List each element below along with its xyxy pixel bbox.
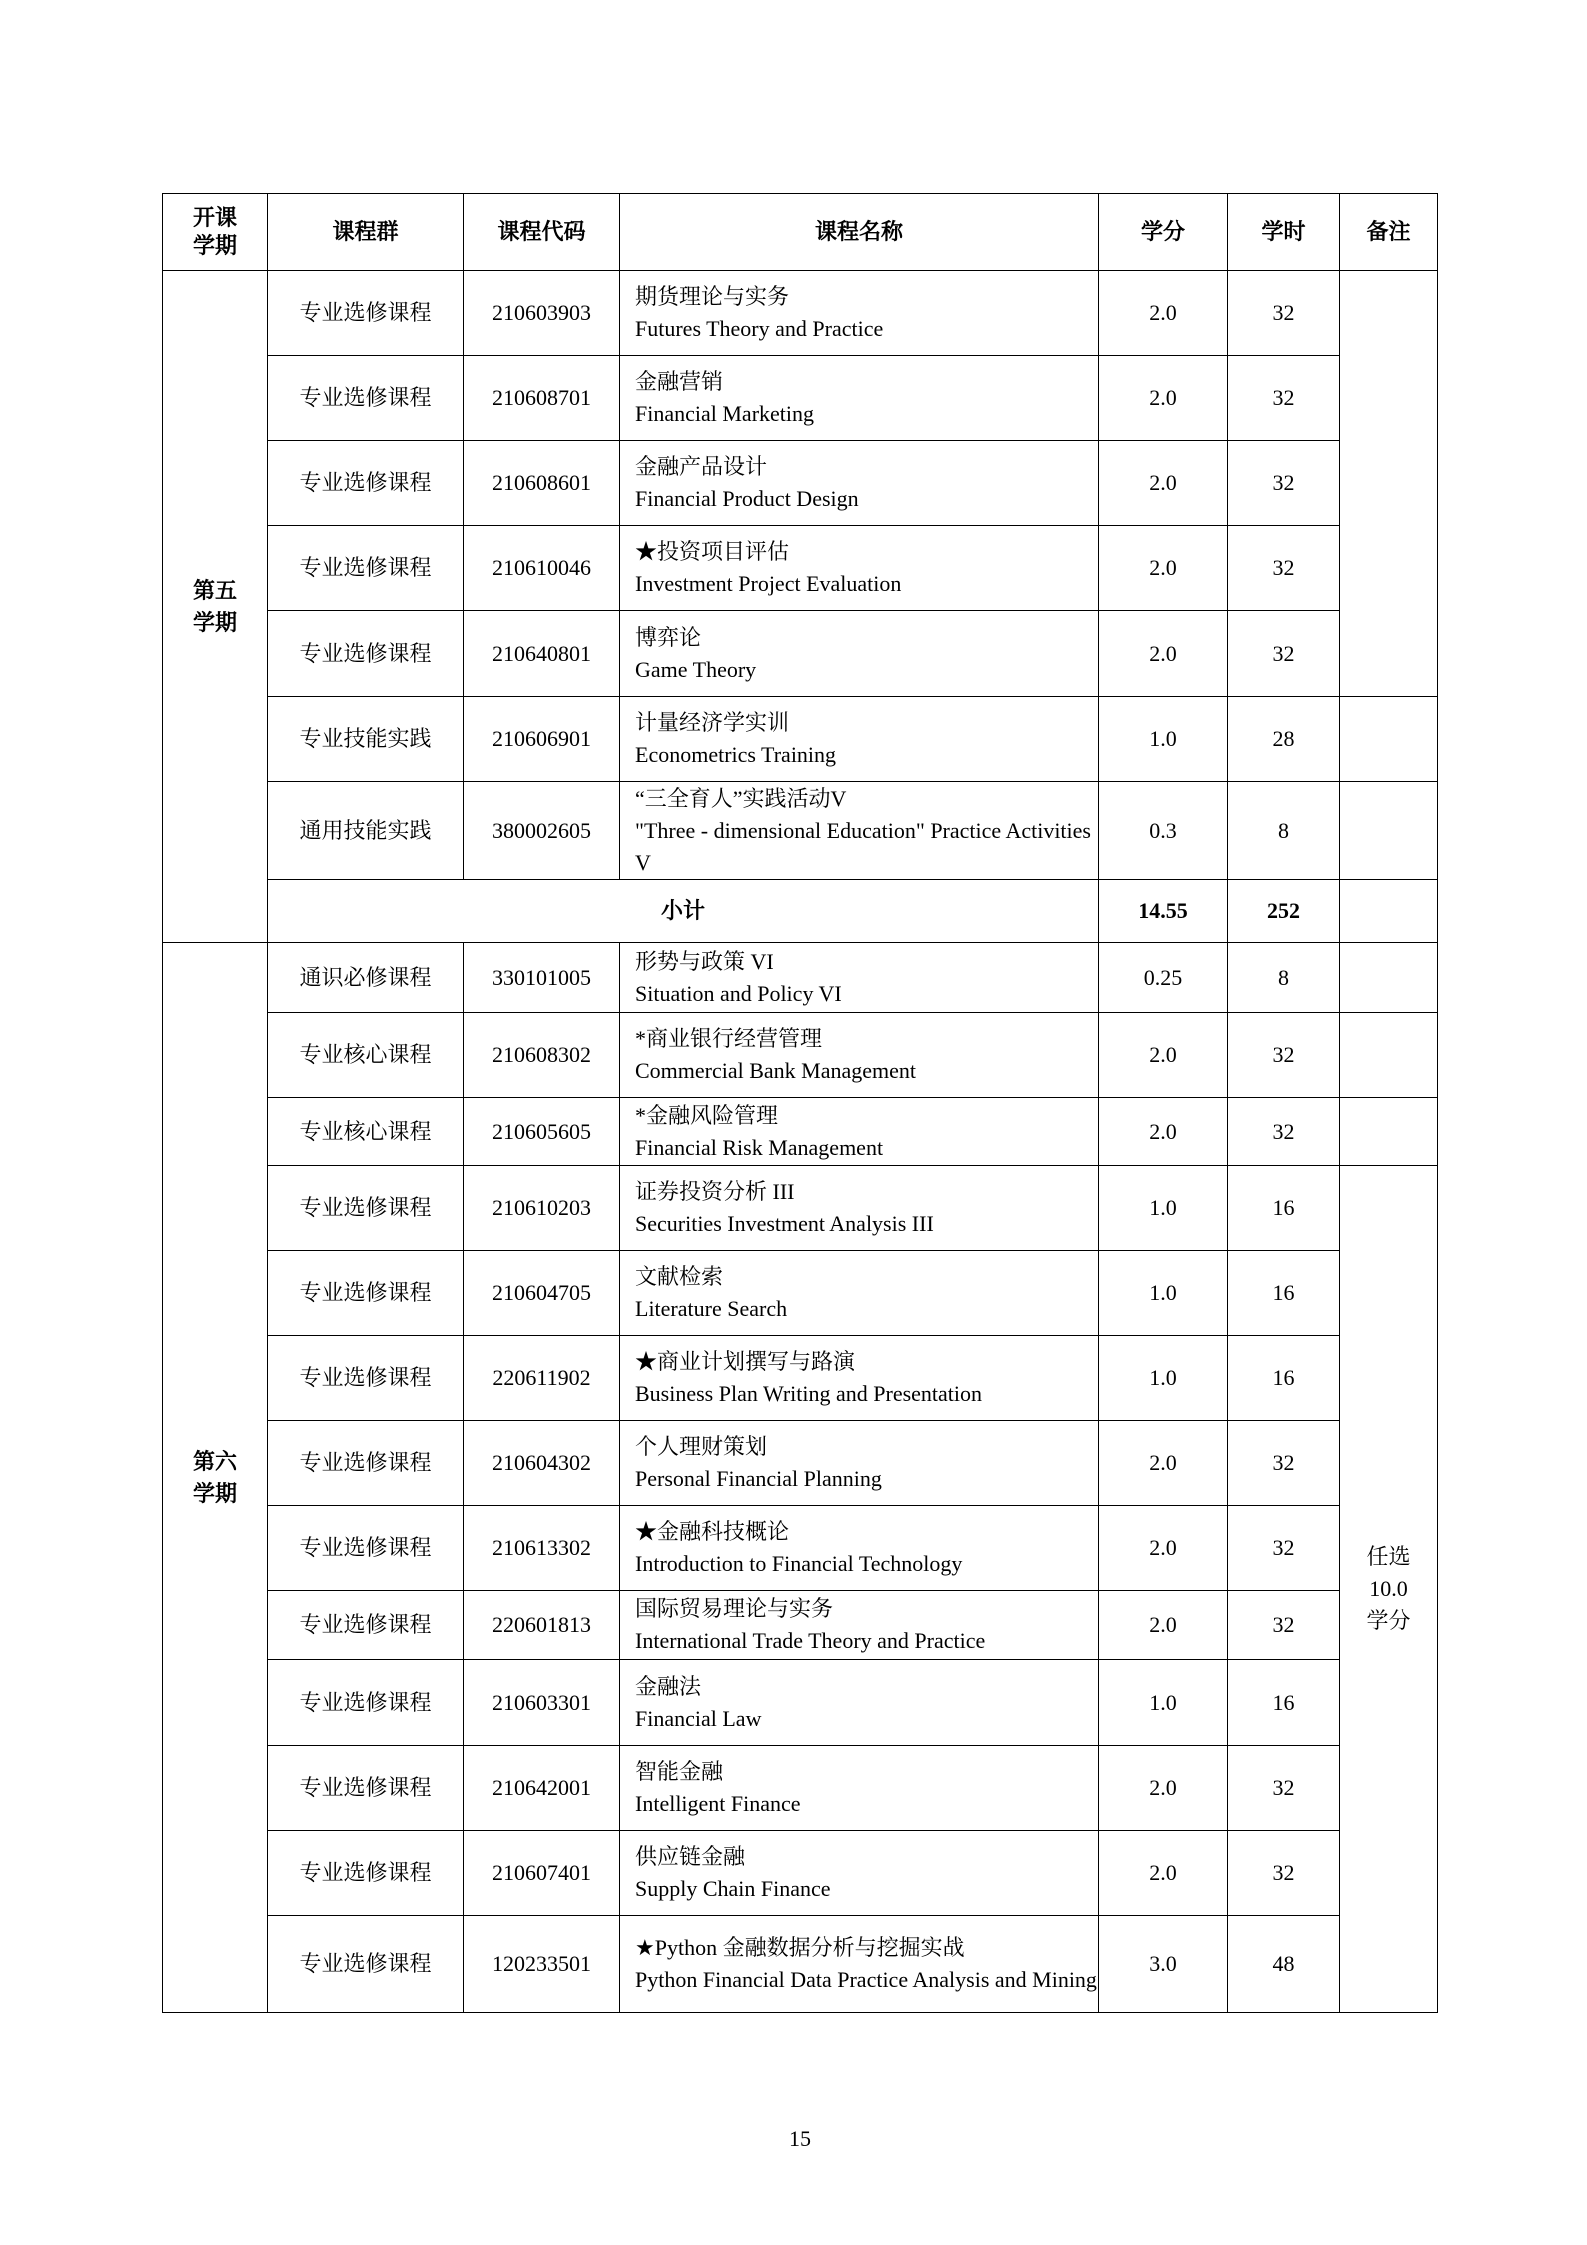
course-name-en: Supply Chain Finance [635,1876,831,1901]
course-name [620,782,1099,880]
table-row [163,441,1438,526]
course-name-en: Financial Product Design [635,486,859,511]
course-code: 220601813 [464,1591,620,1660]
course-code: 210603903 [464,271,620,356]
credit: 2.0 [1099,611,1228,697]
course-group: 专业技能实践 [268,697,464,782]
table-row [163,697,1438,782]
course-code: 210604705 [464,1251,620,1336]
semester-label: 第六 学期 [163,943,268,2013]
course-code: 210610203 [464,1166,620,1251]
credit: 2.0 [1099,1506,1228,1591]
hours: 8 [1228,943,1340,1013]
course-name [620,356,1099,441]
credit: 2.0 [1099,271,1228,356]
course-name-cn: ★投资项目评估 [635,539,790,564]
course-name-en: Personal Financial Planning [635,1466,882,1491]
course-name-en: Situation and Policy VI [635,980,842,1006]
course-group: 专业核心课程 [268,1013,464,1098]
course-name [620,1166,1099,1251]
table-row [163,1251,1438,1336]
course-name [620,611,1099,697]
course-name-en: Futures Theory and Practice [635,316,884,341]
hours: 28 [1228,697,1340,782]
course-code: 210640801 [464,611,620,697]
course-name-cn: 计量经济学实训 [635,710,790,735]
header-semester: 开课 学期 [163,194,268,271]
course-code: 330101005 [464,943,620,1013]
course-group: 专业选修课程 [268,526,464,611]
page-number: 15 [789,2126,811,2151]
credit: 2.0 [1099,526,1228,611]
hours: 32 [1228,1591,1340,1660]
course-group: 专业选修课程 [268,1251,464,1336]
header-credit: 学分 [1099,194,1228,271]
course-code: 210605605 [464,1098,620,1166]
credit: 1.0 [1099,697,1228,782]
course-name-cn: 智能金融 [635,1759,724,1784]
credit: 2.0 [1099,1746,1228,1831]
course-group: 通识必修课程 [268,943,464,1013]
course-code: 210642001 [464,1746,620,1831]
credit: 1.0 [1099,1336,1228,1421]
course-table [162,193,1438,2013]
course-code: 210603301 [464,1660,620,1746]
course-name-en: Financial Marketing [635,401,815,426]
credit: 0.25 [1099,943,1228,1013]
table-row [163,1013,1438,1098]
course-name [620,1506,1099,1591]
course-code: 210604302 [464,1421,620,1506]
course-name-cn: ★金融科技概论 [635,1519,790,1544]
table-row [163,1098,1438,1166]
course-group: 专业选修课程 [268,1506,464,1591]
course-group: 专业选修课程 [268,611,464,697]
course-name-en: Introduction to Financial Technology [635,1551,963,1576]
course-name-cn: 供应链金融 [635,1844,746,1869]
course-name-en: "Three - dimensional Education" Practice Activities V [635,817,1091,875]
table-row [163,1746,1438,1831]
course-name-cn: 金融产品设计 [635,454,768,479]
course-name-cn: ★Python 金融数据分析与挖掘实战 [635,1935,965,1960]
hours: 8 [1228,782,1340,880]
course-group: 专业选修课程 [268,356,464,441]
course-name-cn: 国际贸易理论与实务 [635,1596,834,1621]
course-name-cn: 文献检索 [635,1264,724,1289]
header-code: 课程代码 [464,194,620,271]
course-group: 通用技能实践 [268,782,464,880]
hours: 32 [1228,1506,1340,1591]
credit: 2.0 [1099,356,1228,441]
hours: 32 [1228,1013,1340,1098]
remark [1340,697,1438,782]
credit: 2.0 [1099,441,1228,526]
subtotal-row [163,880,1438,943]
course-name-cn: ★商业计划撰写与路演 [635,1349,856,1374]
course-name-en: Business Plan Writing and Presentation [635,1381,983,1406]
course-name [620,1251,1099,1336]
course-group: 专业选修课程 [268,1916,464,2013]
course-group: 专业选修课程 [268,1166,464,1251]
course-group: 专业核心课程 [268,1098,464,1166]
course-group: 专业选修课程 [268,1421,464,1506]
table-row [163,1831,1438,1916]
hours: 32 [1228,356,1340,441]
course-name-cn: *金融风险管理 [635,1102,779,1128]
course-name-cn: “三全育人”实践活动V [635,785,847,811]
header-row [163,194,1438,271]
header-note: 备注 [1340,194,1438,271]
subtotal-hours: 252 [1228,880,1340,943]
course-name [620,1831,1099,1916]
table-row [163,1660,1438,1746]
hours: 32 [1228,441,1340,526]
hours: 32 [1228,1421,1340,1506]
table-row [163,1336,1438,1421]
credit: 2.0 [1099,1591,1228,1660]
hours: 32 [1228,271,1340,356]
course-name [620,1421,1099,1506]
course-name [620,697,1099,782]
table-row [163,1506,1438,1591]
remark: 任选 10.0 学分 [1340,1166,1438,2013]
subtotal-credit: 14.55 [1099,880,1228,943]
course-name [620,1660,1099,1746]
table-row [163,271,1438,356]
course-name-en: Game Theory [635,656,757,682]
hours: 32 [1228,1746,1340,1831]
course-name [620,1746,1099,1831]
hours: 16 [1228,1660,1340,1746]
course-name [620,943,1099,1013]
course-name-en: Python Financial Data Practice Analysis and Mining [635,1967,1097,1992]
remark [1340,782,1438,880]
course-name-cn: 金融营销 [635,369,724,394]
course-group: 专业选修课程 [268,1591,464,1660]
course-name-en: Investment Project Evaluation [635,571,902,596]
course-group: 专业选修课程 [268,1746,464,1831]
course-name [620,1098,1099,1166]
remark [1340,271,1438,697]
hours: 32 [1228,1098,1340,1166]
course-name [620,1013,1099,1098]
course-code: 220611902 [464,1336,620,1421]
hours: 16 [1228,1166,1340,1251]
course-name-en: Financial Law [635,1705,762,1731]
table-row [163,1591,1438,1660]
course-name-cn: 博弈论 [635,624,702,650]
course-name [620,1336,1099,1421]
credit: 2.0 [1099,1013,1228,1098]
course-group: 专业选修课程 [268,1336,464,1421]
course-name-cn: *商业银行经营管理 [635,1026,823,1051]
table-row [163,611,1438,697]
hours: 32 [1228,611,1340,697]
course-name-en: Intelligent Finance [635,1791,801,1816]
remark [1340,880,1438,943]
table-row [163,1166,1438,1251]
course-name [620,441,1099,526]
header-hours: 学时 [1228,194,1340,271]
table-row [163,356,1438,441]
hours: 16 [1228,1336,1340,1421]
course-name-en: Literature Search [635,1296,788,1321]
hours: 48 [1228,1916,1340,2013]
remark [1340,943,1438,1013]
course-name-en: Econometrics Training [635,742,837,767]
semester-label: 第五 学期 [163,271,268,943]
course-code: 380002605 [464,782,620,880]
course-name-cn: 形势与政策 VI [635,948,774,974]
course-code: 210608302 [464,1013,620,1098]
credit: 3.0 [1099,1916,1228,2013]
course-group: 专业选修课程 [268,441,464,526]
table-row [163,526,1438,611]
credit: 2.0 [1099,1098,1228,1166]
hours: 32 [1228,526,1340,611]
course-name-en: Commercial Bank Management [635,1058,917,1083]
header-group: 课程群 [268,194,464,271]
course-group: 专业选修课程 [268,1660,464,1746]
course-name [620,1916,1099,2013]
hours: 16 [1228,1251,1340,1336]
credit: 2.0 [1099,1831,1228,1916]
remark [1340,1098,1438,1166]
table-row [163,1916,1438,2013]
credit: 1.0 [1099,1660,1228,1746]
course-name-cn: 金融法 [635,1673,702,1699]
course-code: 210608701 [464,356,620,441]
course-code: 210613302 [464,1506,620,1591]
course-name-en: Securities Investment Analysis III [635,1211,934,1236]
credit: 1.0 [1099,1251,1228,1336]
remark [1340,1013,1438,1098]
course-group: 专业选修课程 [268,271,464,356]
table-row [163,782,1438,880]
table-row [163,1421,1438,1506]
course-name [620,1591,1099,1660]
credit: 2.0 [1099,1421,1228,1506]
credit: 1.0 [1099,1166,1228,1251]
table-row [163,943,1438,1013]
course-name-cn: 期货理论与实务 [635,284,790,309]
course-code: 210610046 [464,526,620,611]
course-name-en: Financial Risk Management [635,1134,884,1160]
header-name: 课程名称 [620,194,1099,271]
course-group: 专业选修课程 [268,1831,464,1916]
hours: 32 [1228,1831,1340,1916]
course-code: 210606901 [464,697,620,782]
course-name-cn: 证券投资分析 III [635,1179,795,1204]
subtotal-label: 小计 [268,880,1099,943]
course-name [620,526,1099,611]
course-code: 120233501 [464,1916,620,2013]
course-name-en: International Trade Theory and Practice [635,1628,986,1653]
course-name [620,271,1099,356]
course-code: 210607401 [464,1831,620,1916]
credit: 0.3 [1099,782,1228,880]
course-code: 210608601 [464,441,620,526]
course-name-cn: 个人理财策划 [635,1434,768,1459]
